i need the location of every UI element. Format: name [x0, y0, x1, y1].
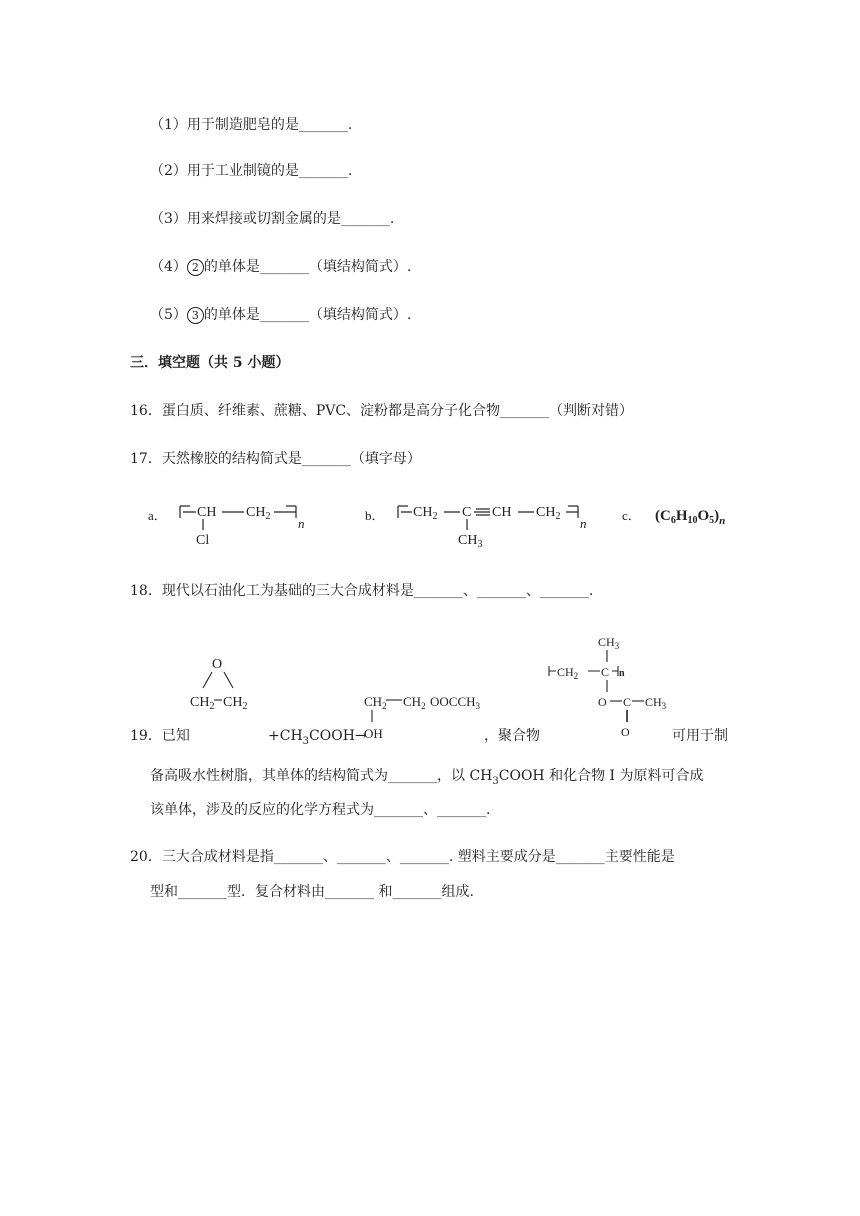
q15-item-4-text: 的单体是_______（填结构简式）. [203, 259, 412, 275]
q19-tail: 可用于制 [672, 728, 728, 744]
svg-text:CH2: $CH_2$ [223, 695, 248, 712]
svg-text:n: n [619, 668, 625, 679]
question-16: 16．蛋白质、纤维素、蔗糖、PVC、淀粉都是高分子化合物_______（判断对错） [130, 403, 634, 419]
svg-text:CH2: $CH_2$ [557, 665, 579, 681]
svg-text:OH: OH [364, 726, 383, 741]
svg-text:n: n [298, 516, 305, 531]
polymer-structure [549, 635, 667, 739]
option-b-structure [398, 502, 587, 550]
svg-text:CH2: $CH_2$ [413, 505, 438, 522]
svg-text:CH2: $CH_2$ [403, 694, 426, 711]
svg-text:O: O [212, 657, 223, 672]
q17-structures [0, 488, 860, 558]
q15-item-2: （2）用于工业制镜的是_______. [150, 163, 353, 179]
svg-text:CH3: $CH_3$ [598, 635, 620, 651]
svg-text:n: n [580, 516, 587, 531]
svg-text:CH2: $CH_2$ [364, 694, 387, 711]
product-structure [364, 694, 481, 741]
svg-text:CH2: $CH_2$ [190, 695, 215, 712]
svg-text:O: O [621, 725, 630, 739]
circled-2: 2 [187, 259, 204, 276]
question-18: 18．现代以石油化工为基础的三大合成材料是_______、_______、_______. [130, 583, 594, 599]
svg-text:CH3: $CH_3$ [458, 533, 483, 550]
q20-line-2: 型和_______型．复合材料由_______ 和_______组成. [150, 884, 474, 900]
svg-text:C: C [623, 695, 632, 709]
q19-line-2: 备高吸水性树脂，其单体的结构简式为_______，以 $CH_3COOH$ 和化合物 I 为原料可合成 [150, 768, 704, 787]
q15-item-5-prefix: （5） [150, 307, 187, 323]
svg-text:C: C [601, 665, 610, 679]
circled-3: 3 [187, 307, 204, 324]
a-cl: Cl [196, 533, 210, 548]
q15-item-1: （1）用于制造肥皂的是_______. [150, 117, 353, 133]
option-a-label: a． [148, 508, 167, 523]
q20-line-1: 20．三大合成材料是指_______、_______、_______. 塑料主要成分是_______主要性能是 [130, 849, 675, 865]
q19-structures [0, 630, 860, 750]
svg-text:O: O [598, 695, 607, 709]
q15-item-4-prefix: （4） [150, 259, 187, 275]
option-c-formula: $(C_6H_{10}O_5)_n$ [655, 508, 726, 527]
q19-reagent: $+CH_3COOH\to$ [268, 728, 367, 747]
svg-text:CH: CH [492, 505, 512, 520]
q15-item-5 [150, 305, 411, 325]
q15-item-5-text: 的单体是_______（填结构简式）. [203, 307, 412, 323]
a-ch: CH [197, 505, 217, 520]
section-title: 三．填空题（共 5 小题） [130, 355, 290, 371]
q19-line-3: 该单体，涉及的反应的化学方程式为_______、_______. [150, 802, 491, 818]
epoxide-structure [190, 657, 247, 712]
option-c-label: c． [622, 508, 641, 523]
option-a-structure [180, 502, 305, 548]
q15-item-4 [150, 257, 411, 277]
svg-text:OOCCH3: $OOCCH_3$ [430, 694, 481, 711]
q19-mid: ，聚合物 [484, 728, 540, 744]
svg-text:CH2: $CH_2$ [246, 505, 271, 522]
question-17: 17．天然橡胶的结构简式是_______（填字母） [130, 451, 421, 467]
svg-text:CH3: $CH_3$ [645, 695, 667, 711]
svg-text:C: C [462, 505, 472, 520]
q19-number: 19．已知 [130, 728, 190, 744]
svg-text:CH2: $CH_2$ [536, 505, 561, 522]
option-b-label: b． [365, 508, 385, 523]
q15-item-3: （3）用来焊接或切割金属的是_______. [150, 211, 395, 227]
